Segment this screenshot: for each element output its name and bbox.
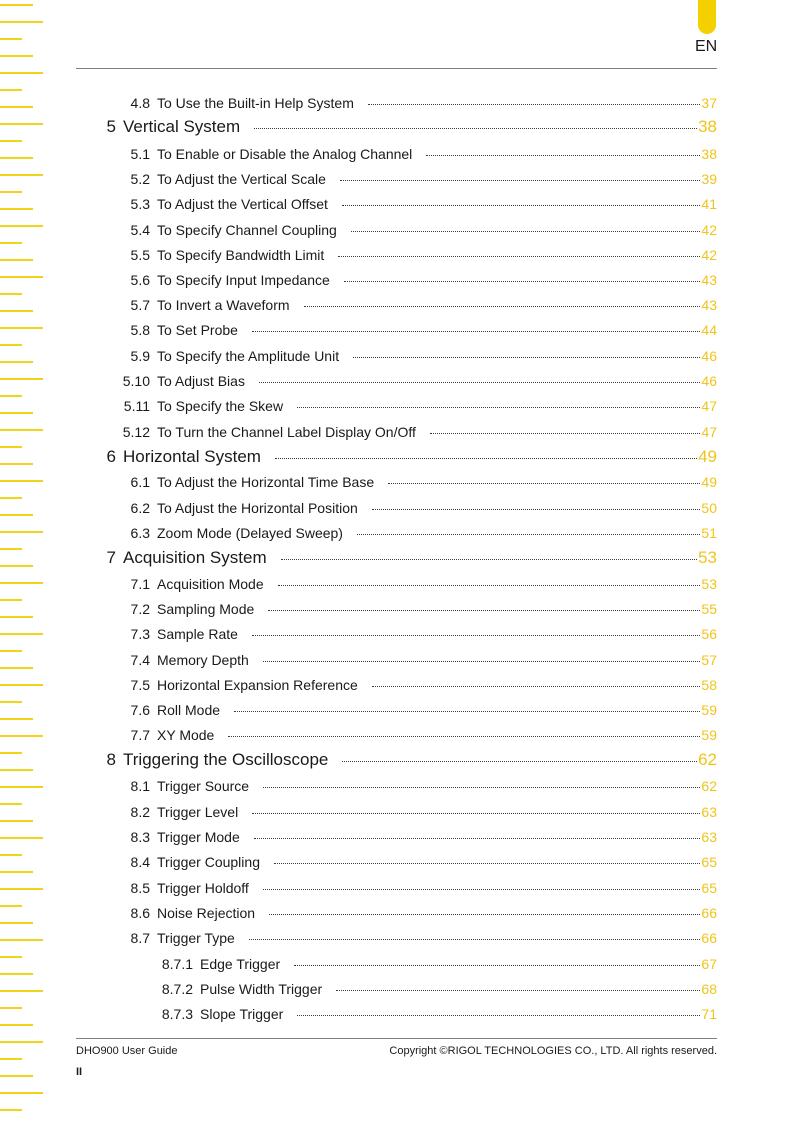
toc-dot-leader: [269, 914, 700, 915]
toc-entry-number: 7.6: [130, 702, 150, 718]
toc-entry-number: 5.2: [130, 171, 150, 187]
toc-entry-title: Acquisition Mode: [157, 576, 264, 592]
toc-dot-leader: [388, 483, 700, 484]
toc-entry[interactable]: [127, 93, 717, 113]
toc-entry-number: 6.1: [130, 474, 150, 490]
toc-entry-title: Edge Trigger: [200, 956, 281, 972]
toc-dot-leader: [357, 534, 700, 535]
toc-entry[interactable]: [127, 295, 717, 315]
toc-entry-page: 49: [701, 474, 717, 490]
toc-entry[interactable]: [119, 396, 717, 416]
toc-entry-number: 7: [106, 548, 116, 567]
toc-dot-leader: [351, 231, 701, 232]
toc-dot-leader: [426, 155, 700, 156]
toc-entry-title: Trigger Source: [157, 778, 250, 794]
toc-dot-leader: [263, 889, 701, 890]
toc-entry-number: 8.7.2: [161, 981, 193, 997]
toc-dot-leader: [228, 736, 700, 737]
toc-entry-title: Memory Depth: [157, 652, 249, 668]
toc-entry-number: 5.8: [130, 322, 150, 338]
toc-entry-number: 5.11: [123, 398, 150, 414]
toc-entry[interactable]: [127, 827, 717, 847]
toc-entry-number: 5.12: [122, 424, 150, 440]
toc-entry[interactable]: [159, 979, 717, 999]
toc-entry-page: 55: [701, 601, 717, 617]
toc-entry-page: 44: [701, 322, 717, 338]
toc-entry-page: 53: [701, 576, 717, 592]
toc-entry-title: Horizontal Expansion Reference: [157, 677, 358, 693]
toc-entry-title: Triggering the Oscilloscope: [123, 750, 329, 769]
toc-entry-title: Noise Rejection: [157, 905, 256, 921]
toc-entry-number: 5.3: [130, 196, 150, 212]
toc-dot-leader: [297, 407, 700, 408]
toc-entry-number: 5.5: [130, 247, 150, 263]
toc-entry[interactable]: [127, 220, 717, 240]
toc-entry-title: Roll Mode: [157, 702, 221, 718]
toc-entry-page: 66: [701, 930, 717, 946]
toc-dot-leader: [234, 711, 700, 712]
toc-entry[interactable]: [127, 472, 717, 492]
toc-entry-title: Pulse Width Trigger: [200, 981, 323, 997]
toc-entry-page: 50: [701, 500, 717, 516]
toc-entry[interactable]: [127, 599, 717, 619]
toc-entry-page: 62: [698, 750, 717, 769]
toc-entry-title: Trigger Level: [157, 804, 239, 820]
toc-entry[interactable]: [127, 194, 717, 214]
toc-dot-leader: [342, 761, 697, 762]
toc-entry-number: 5: [106, 117, 116, 136]
toc-entry-page: 43: [701, 297, 717, 313]
toc-entry-title: Trigger Mode: [157, 829, 240, 845]
toc-entry-page: 65: [701, 854, 717, 870]
toc-entry-title: To Enable or Disable the Analog Channel: [157, 146, 413, 162]
toc-entry-title: Trigger Holdoff: [157, 880, 249, 896]
toc-entry-number: 5.7: [130, 297, 150, 313]
toc-dot-leader: [263, 661, 701, 662]
toc-entry-page: 49: [698, 447, 717, 466]
toc-entry-title: To Adjust the Horizontal Position: [157, 500, 358, 516]
toc-entry[interactable]: [127, 270, 717, 290]
toc-entry[interactable]: [127, 245, 717, 265]
toc-dot-leader: [268, 610, 700, 611]
page-number: II: [76, 1066, 83, 1078]
toc-entry-page: 42: [701, 247, 717, 263]
toc-dot-leader: [304, 306, 701, 307]
toc-entry-title: Horizontal System: [123, 447, 261, 466]
toc-entry[interactable]: [127, 852, 717, 872]
toc-entry-title: To Specify the Skew: [157, 398, 284, 414]
toc-entry-number: 4.8: [130, 95, 150, 111]
toc-entry[interactable]: [127, 574, 717, 594]
toc-entry-number: 6.3: [130, 525, 150, 541]
toc-entry[interactable]: [100, 116, 717, 138]
toc-entry-number: 7.2: [130, 601, 150, 617]
toc-entry-number: 5.4: [130, 222, 150, 238]
toc-entry-page: 39: [701, 171, 717, 187]
toc-entry-title: Trigger Coupling: [157, 854, 260, 870]
toc-entry[interactable]: [119, 422, 717, 442]
toc-dot-leader: [254, 838, 701, 839]
toc-entry-title: XY Mode: [157, 727, 215, 743]
toc-entry[interactable]: [127, 700, 717, 720]
toc-dot-leader: [344, 281, 701, 282]
toc-entry[interactable]: [119, 371, 717, 391]
toc-entry-page: 65: [701, 880, 717, 896]
toc-entry[interactable]: [100, 749, 717, 771]
toc-entry[interactable]: [127, 878, 717, 898]
toc-entry-title: To Set Probe: [157, 322, 238, 338]
toc-entry-page: 59: [701, 702, 717, 718]
toc-dot-leader: [368, 104, 701, 105]
toc-dot-leader: [252, 813, 700, 814]
toc-entry-page: 43: [701, 272, 717, 288]
toc-dot-leader: [254, 128, 697, 129]
toc-dot-leader: [353, 357, 700, 358]
toc-entry-page: 37: [701, 95, 717, 111]
toc-entry-page: 53: [698, 548, 717, 567]
toc-entry[interactable]: [127, 928, 717, 948]
toc-dot-leader: [249, 939, 701, 940]
toc-entry-title: To Invert a Waveform: [157, 297, 290, 313]
toc-entry-page: 58: [701, 677, 717, 693]
toc-entry-title: To Specify Input Impedance: [157, 272, 330, 288]
toc-entry-number: 7.7: [130, 727, 150, 743]
toc-entry[interactable]: [159, 954, 717, 974]
toc-entry[interactable]: [127, 144, 717, 164]
toc-entry-number: 8.7.3: [161, 1006, 193, 1022]
toc-entry[interactable]: [127, 320, 717, 340]
toc-entry-page: 68: [701, 981, 717, 997]
toc-entry[interactable]: [127, 903, 717, 923]
toc-entry-page: 63: [701, 829, 717, 845]
toc-entry-number: 5.9: [130, 348, 150, 364]
toc-entry[interactable]: [127, 169, 717, 189]
toc-entry[interactable]: [127, 650, 717, 670]
toc-dot-leader: [278, 585, 701, 586]
toc-entry-number: 8.5: [130, 880, 150, 896]
toc-entry-title: To Adjust the Vertical Offset: [157, 196, 328, 212]
toc-entry-number: 8.7.1: [161, 956, 193, 972]
toc-entry-title: Trigger Type: [157, 930, 235, 946]
toc-entry-title: Slope Trigger: [200, 1006, 284, 1022]
toc-dot-leader: [430, 433, 701, 434]
toc-entry-number: 5.1: [130, 146, 150, 162]
toc-dot-leader: [263, 787, 700, 788]
toc-entry-page: 51: [701, 525, 717, 541]
toc-entry[interactable]: [127, 346, 717, 366]
toc-entry-page: 38: [698, 117, 717, 136]
toc-entry-number: 7.4: [130, 652, 150, 668]
language-label: EN: [695, 38, 718, 55]
toc-dot-leader: [259, 382, 700, 383]
toc-entry-title: To Adjust Bias: [157, 373, 245, 389]
toc-entry-title: To Use the Built-in Help System: [157, 95, 354, 111]
toc-entry-title: Sampling Mode: [157, 601, 255, 617]
toc-dot-leader: [338, 256, 700, 257]
toc-entry-page: 41: [701, 196, 717, 212]
toc-entry-title: To Adjust the Horizontal Time Base: [157, 474, 375, 490]
toc-entry-number: 8.7: [130, 930, 150, 946]
footer-rule: [76, 1038, 717, 1039]
toc-entry-number: 8.3: [130, 829, 150, 845]
toc-entry-page: 56: [701, 626, 717, 642]
toc-entry[interactable]: [127, 675, 717, 695]
toc-entry[interactable]: [127, 498, 717, 518]
toc-dot-leader: [274, 863, 700, 864]
toc-entry-number: 7.1: [130, 576, 150, 592]
toc-entry-number: 5.6: [130, 272, 150, 288]
toc-dot-leader: [275, 458, 697, 459]
toc-entry-page: 46: [701, 373, 717, 389]
toc-dot-leader: [342, 205, 700, 206]
toc-entry-page: 38: [701, 146, 717, 162]
guide-title: DHO900 User Guide: [76, 1045, 178, 1057]
toc-entry[interactable]: [100, 446, 717, 468]
toc-entry-number: 5.10: [122, 373, 150, 389]
toc-dot-leader: [340, 180, 701, 181]
toc-entry-number: 6.2: [130, 500, 150, 516]
toc-entry-title: Zoom Mode (Delayed Sweep): [157, 525, 343, 541]
toc-entry-title: Vertical System: [123, 117, 241, 136]
toc-entry-number: 8.4: [130, 854, 150, 870]
toc-entry-page: 42: [701, 222, 717, 238]
toc-entry-page: 67: [701, 956, 717, 972]
toc-dot-leader: [252, 635, 700, 636]
toc-entry-number: 8.2: [130, 804, 150, 820]
toc-entry-number: 8: [106, 750, 116, 769]
toc-dot-leader: [372, 509, 701, 510]
toc-dot-leader: [297, 1015, 700, 1016]
toc-entry-title: To Specify Channel Coupling: [157, 222, 337, 238]
toc-entry-page: 62: [701, 778, 717, 794]
toc-entry-page: 57: [701, 652, 717, 668]
toc-entry-title: Sample Rate: [157, 626, 238, 642]
toc-entry-page: 47: [701, 398, 717, 414]
toc-entry[interactable]: [127, 624, 717, 644]
toc-entry-number: 8.6: [130, 905, 150, 921]
toc-entry-page: 63: [701, 804, 717, 820]
toc-entry-title: To Adjust the Vertical Scale: [157, 171, 326, 187]
toc-entry-number: 6: [106, 447, 116, 466]
toc-entry-title: To Turn the Channel Label Display On/Off: [157, 424, 416, 440]
toc-entry-title: To Specify Bandwidth Limit: [157, 247, 325, 263]
toc-entry-title: Acquisition System: [123, 548, 267, 567]
toc-dot-leader: [294, 965, 700, 966]
toc-entry-number: 7.3: [130, 626, 150, 642]
toc-dot-leader: [252, 331, 700, 332]
toc-dot-leader: [336, 990, 700, 991]
toc-entry[interactable]: [159, 1004, 717, 1024]
toc-entry-page: 66: [701, 905, 717, 921]
toc-entry[interactable]: [127, 725, 717, 745]
toc-entry-number: 8.1: [130, 778, 150, 794]
toc-entry[interactable]: [127, 802, 717, 822]
toc-entry[interactable]: [100, 547, 717, 569]
toc-entry-page: 47: [701, 424, 717, 440]
copyright-notice: Copyright ©RIGOL TECHNOLOGIES CO., LTD. All rights reserved.: [389, 1045, 717, 1057]
toc-entry-page: 46: [701, 348, 717, 364]
toc-entry-page: 71: [701, 1006, 717, 1022]
toc-dot-leader: [372, 686, 701, 687]
toc-entry-number: 7.5: [130, 677, 150, 693]
toc-entry-title: To Specify the Amplitude Unit: [157, 348, 340, 364]
toc-entry[interactable]: [127, 523, 717, 543]
toc-entry[interactable]: [127, 776, 717, 796]
toc-dot-leader: [281, 559, 697, 560]
toc-entry-page: 59: [701, 727, 717, 743]
